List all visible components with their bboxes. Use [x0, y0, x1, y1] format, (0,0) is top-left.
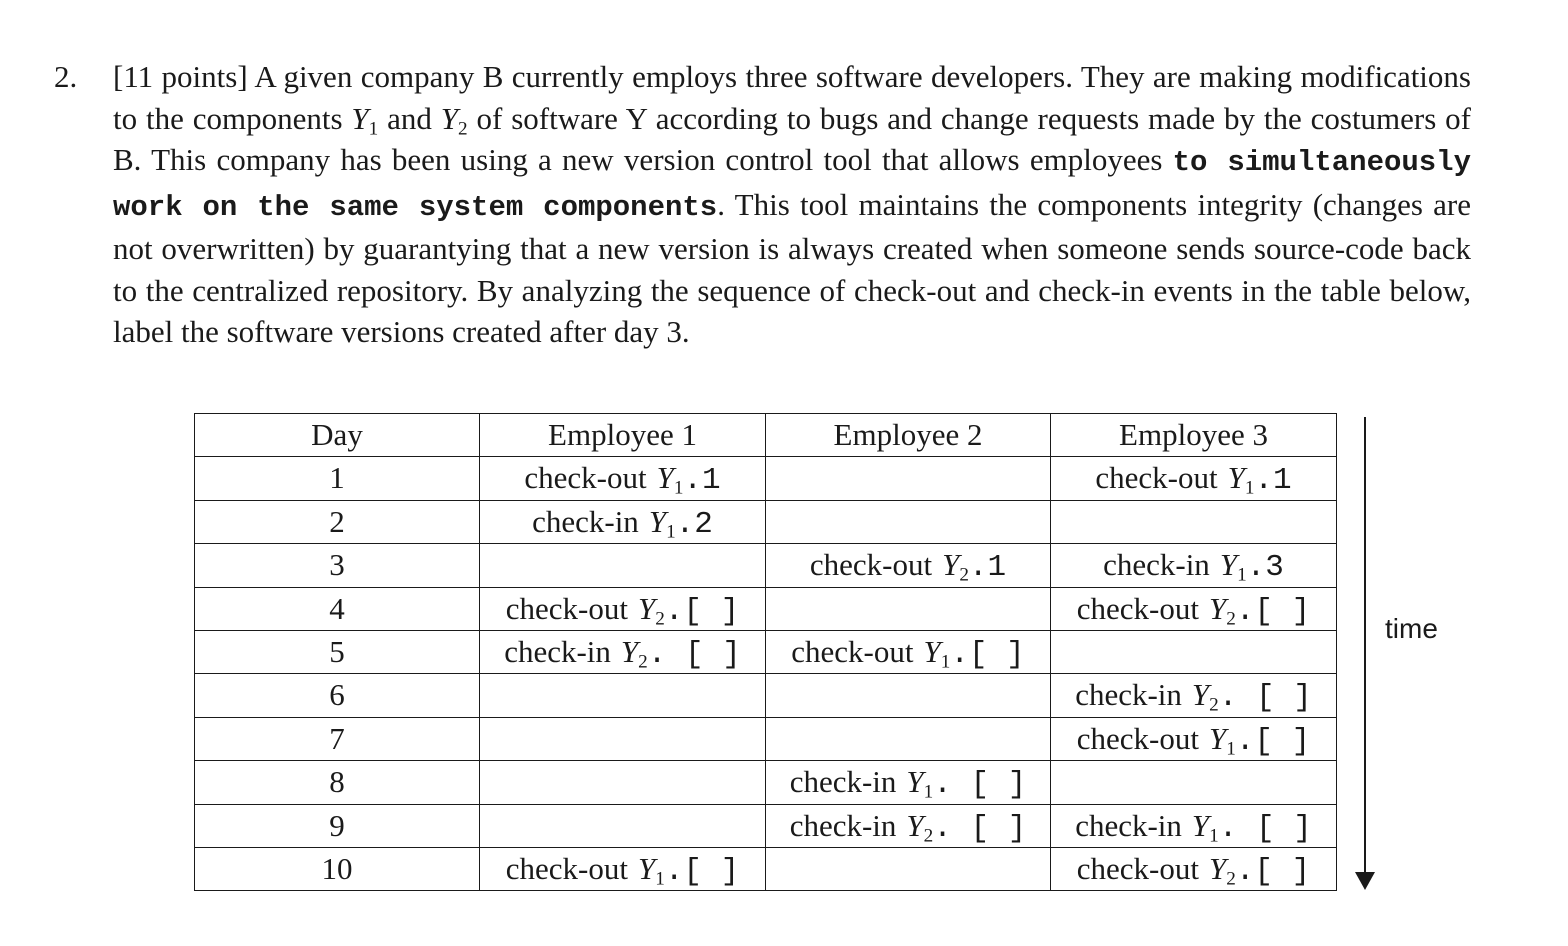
event-action: check-in	[504, 633, 611, 669]
employee-1-cell	[480, 500, 766, 543]
day-cell: 8	[195, 761, 480, 804]
event-version: .3	[1246, 550, 1284, 586]
event-component: $Y_2$	[620, 633, 648, 673]
time-label: time	[1385, 613, 1438, 644]
employee-3-cell	[1051, 804, 1337, 847]
question-text-a: A given company B currently employs three software developers. They are making modifications to the components	[113, 59, 1471, 136]
day-cell: 3	[195, 544, 480, 587]
event-action: check-out	[809, 547, 933, 583]
events-body	[195, 457, 1337, 891]
event-component: $Y_2$	[942, 547, 969, 586]
employee-2-cell	[766, 500, 1051, 543]
event-version: . [ ]	[1218, 810, 1312, 846]
question-text-d: . This tool maintains the components integrity (changes are not overwritten) by guarantying that a new version is always created when someone sends source-code back to the centralized repository. By analyzing the sequence of check-out and check-in events in the table below, label the software versions created after day 3.	[113, 186, 1471, 349]
event-version: .[ ]	[1235, 723, 1311, 759]
event-entry	[766, 631, 1050, 673]
event-entry	[1051, 544, 1336, 586]
event-component: $Y_1$	[1191, 807, 1219, 846]
header-employee-3: Employee 3	[1051, 414, 1337, 457]
employee-3-cell	[1051, 717, 1337, 760]
event-version: .[ ]	[1235, 593, 1311, 629]
employee-1-cell	[480, 630, 766, 673]
employee-2-cell	[766, 847, 1051, 890]
event-version: .1	[683, 463, 721, 499]
component-y2: $Y_2$	[440, 100, 468, 139]
event-component: $Y_2$	[906, 807, 934, 846]
event-version: .[ ]	[664, 853, 740, 889]
events-table	[194, 413, 1337, 891]
employee-3-cell	[1051, 457, 1337, 500]
employee-1-cell	[480, 674, 766, 717]
event-component: $Y_1$	[637, 850, 665, 890]
question-text-c: of software Y according to bugs and change requests made by the costumers of B. This company has been using a new version control tool that allows employees	[113, 100, 1472, 177]
event-action: check-out	[1095, 460, 1218, 496]
table-row	[195, 847, 1337, 890]
day-cell: 10	[195, 847, 480, 890]
event-action: check-in	[1103, 547, 1210, 583]
event-action: check-out	[1076, 590, 1199, 626]
table-row	[195, 544, 1337, 587]
employee-3-cell	[1051, 630, 1337, 673]
event-action: check-out	[524, 460, 647, 496]
event-version: . [ ]	[647, 636, 741, 672]
event-action: check-in	[1075, 677, 1182, 713]
event-action: check-out	[791, 633, 914, 669]
event-component: $Y_1$	[648, 503, 676, 543]
event-action: check-in	[1075, 807, 1182, 843]
event-component: $Y_2$	[1208, 590, 1236, 629]
event-action: check-out	[1076, 720, 1199, 756]
question-number: 2.	[54, 59, 78, 94]
employee-1-cell	[480, 717, 766, 760]
question-emphasis: to simultaneously work on the same system components	[113, 146, 1471, 224]
event-action: check-in	[532, 503, 639, 539]
employee-3-cell	[1051, 587, 1337, 630]
employee-2-cell	[766, 761, 1051, 804]
event-action: check-in	[789, 807, 897, 843]
event-entry	[1051, 457, 1336, 499]
table-row	[195, 761, 1337, 804]
event-entry	[1051, 848, 1336, 890]
event-component: $Y_1$	[656, 460, 684, 499]
event-action: check-out	[1076, 850, 1199, 886]
event-version: .2	[675, 506, 713, 542]
employee-3-cell	[1051, 544, 1337, 587]
question-text-b: and	[378, 100, 441, 136]
employee-2-cell	[766, 674, 1051, 717]
day-cell: 1	[195, 457, 480, 500]
day-cell: 7	[195, 717, 480, 760]
event-entry	[1051, 718, 1336, 760]
day-cell: 6	[195, 674, 480, 717]
event-version: .[ ]	[1235, 853, 1311, 889]
employee-1-cell	[480, 587, 766, 630]
employee-2-cell	[766, 717, 1051, 760]
event-component: $Y_2$	[1191, 677, 1219, 716]
event-entry	[766, 544, 1050, 586]
employee-2-cell	[766, 544, 1051, 587]
employee-3-cell	[1051, 761, 1337, 804]
event-version: .[ ]	[950, 636, 1025, 672]
time-arrow-icon	[1355, 872, 1375, 890]
table-row	[195, 457, 1337, 500]
event-component: $Y_1$	[1219, 547, 1247, 586]
day-cell: 2	[195, 500, 480, 543]
table-row	[195, 500, 1337, 543]
question-points: [11 points]	[113, 59, 248, 94]
employee-2-cell	[766, 457, 1051, 500]
day-cell: 9	[195, 804, 480, 847]
event-version: . [ ]	[1218, 680, 1312, 716]
employee-2-cell	[766, 587, 1051, 630]
event-entry	[480, 848, 765, 890]
event-entry	[766, 805, 1050, 847]
event-entry	[1051, 588, 1336, 630]
event-version: .1	[968, 550, 1007, 586]
employee-2-cell	[766, 630, 1051, 673]
employee-3-cell	[1051, 674, 1337, 717]
employee-1-cell	[480, 847, 766, 890]
table-row	[195, 804, 1337, 847]
table-row	[195, 587, 1337, 630]
event-entry	[1051, 674, 1336, 716]
table-row	[195, 630, 1337, 673]
event-entry	[480, 631, 765, 673]
employee-1-cell	[480, 804, 766, 847]
event-version: . [ ]	[933, 810, 1027, 846]
event-action: check-out	[505, 850, 628, 886]
event-component: $Y_2$	[1208, 850, 1236, 890]
event-version: . [ ]	[933, 767, 1027, 803]
event-version: .[ ]	[664, 593, 740, 629]
employee-1-cell	[480, 457, 766, 500]
component-y1: $Y_1$	[351, 100, 379, 139]
header-day: Day	[195, 414, 480, 457]
event-entry	[480, 588, 765, 630]
event-component: $Y_1$	[1208, 720, 1236, 760]
employee-3-cell	[1051, 500, 1337, 543]
employee-1-cell	[480, 761, 766, 804]
event-action: check-out	[505, 590, 628, 626]
header-employee-2: Employee 2	[766, 414, 1051, 457]
event-component: $Y_2$	[637, 590, 665, 629]
table-row	[195, 674, 1337, 717]
employee-1-cell	[480, 544, 766, 587]
employee-3-cell	[1051, 847, 1337, 890]
table-row	[195, 717, 1337, 760]
event-component: $Y_1$	[923, 633, 951, 673]
time-axis-line	[1364, 417, 1366, 875]
employee-2-cell	[766, 804, 1051, 847]
event-entry	[480, 501, 765, 543]
event-entry	[766, 761, 1050, 803]
event-component: $Y_1$	[906, 764, 934, 803]
day-cell: 5	[195, 630, 480, 673]
header-employee-1: Employee 1	[480, 414, 766, 457]
event-entry	[480, 457, 765, 499]
event-action: check-in	[789, 764, 897, 800]
event-entry	[1051, 805, 1336, 847]
day-cell: 4	[195, 587, 480, 630]
event-version: .1	[1254, 463, 1292, 499]
question-text	[113, 56, 1471, 353]
event-component: $Y_1$	[1227, 460, 1255, 499]
